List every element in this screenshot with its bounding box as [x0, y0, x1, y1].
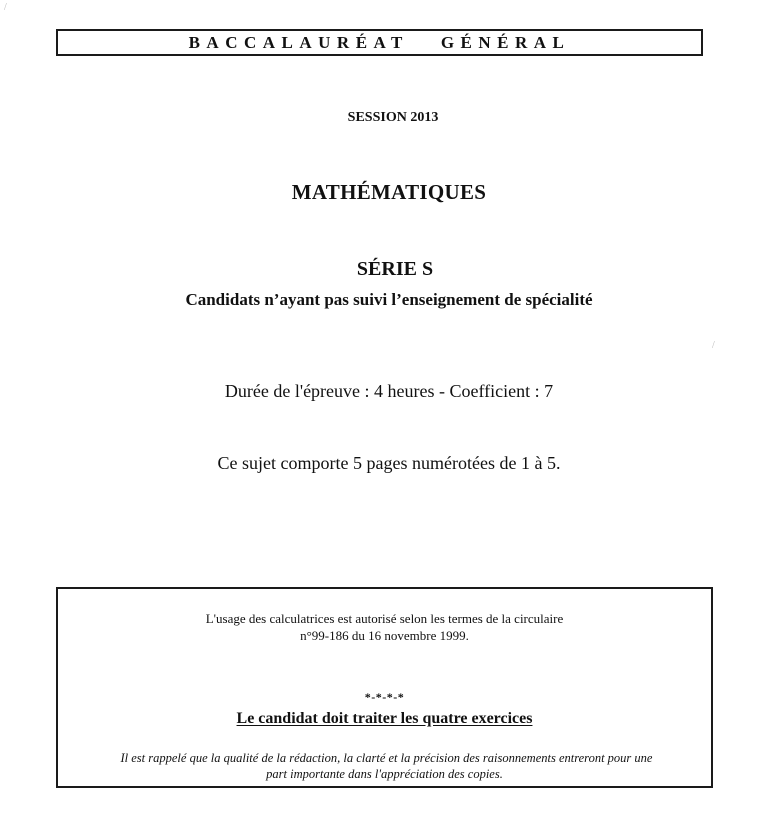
serie-title: SÉRIE S — [356, 258, 434, 280]
session-label: SESSION 2013 — [347, 110, 439, 125]
subject-title: MATHÉMATIQUES — [291, 180, 487, 204]
exam-duration: Durée de l'épreuve : 4 heures - Coefficient : 7 — [224, 381, 554, 401]
scan-mark: / — [712, 340, 715, 351]
separator-stars: *-*-*-* — [364, 690, 405, 704]
scan-mark: / — [4, 2, 7, 13]
candidates-subtitle: Candidats n’ayant pas suivi l’enseignement de spécialité — [185, 290, 593, 309]
calculator-rule-line2: n°99-186 du 16 novembre 1999. — [300, 628, 469, 643]
notice-box — [56, 587, 713, 788]
instruction-heading: Le candidat doit traiter les quatre exercices — [236, 710, 533, 727]
header-box — [56, 29, 703, 56]
reminder-line1: Il est rappelé que la qualité de la rédaction, la clarté et la précision des raisonnements entreront pour une — [120, 751, 653, 765]
exam-title: BACCALAURÉAT GÉNÉRAL — [188, 32, 571, 52]
reminder-line2: part importante dans l'appréciation des copies. — [266, 767, 503, 781]
calculator-rule-line1: L'usage des calculatrices est autorisé selon les termes de la circulaire — [205, 611, 564, 626]
page-count-info: Ce sujet comporte 5 pages numérotées de 1 à 5. — [217, 453, 561, 473]
